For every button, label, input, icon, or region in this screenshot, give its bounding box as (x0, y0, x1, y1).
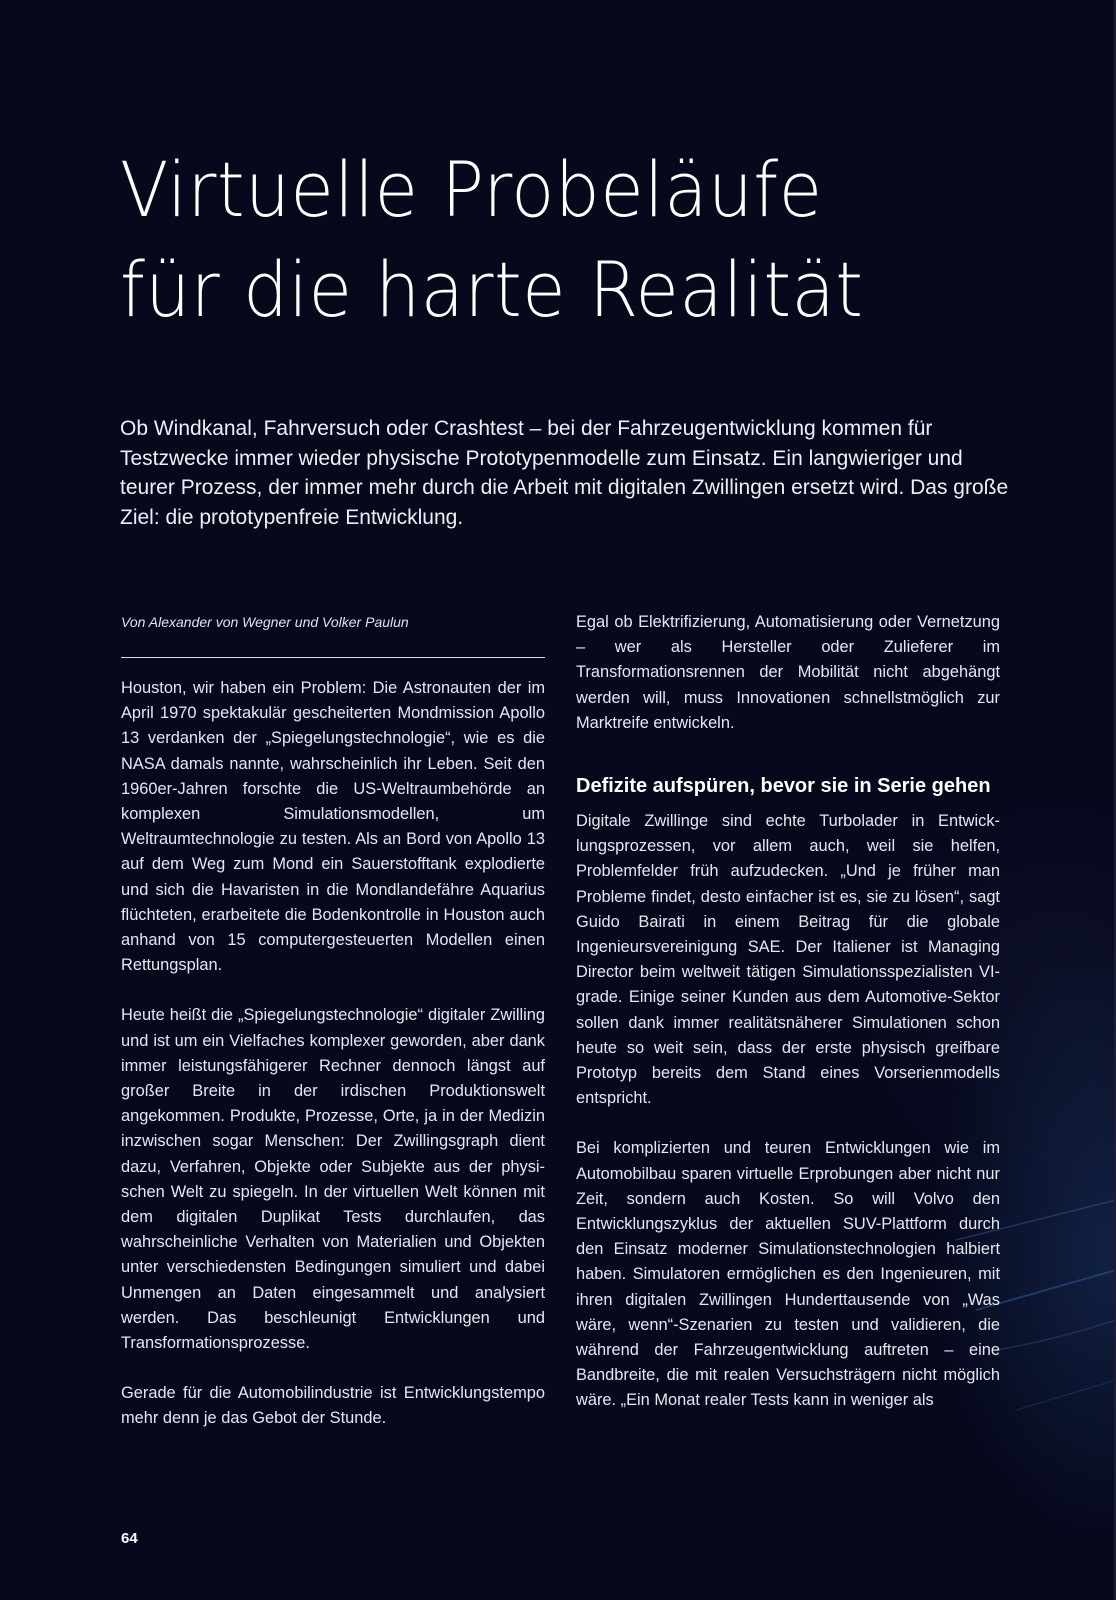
byline-divider (121, 657, 545, 658)
body-paragraph: Digitale Zwillinge sind echte Turbolader in Entwicklungsprozessen, vor allem auch, weil sie helfen, Problemfelder früh aufzudecken. „Und je früher man Probleme findet, desto einfacher ist es, sie zu lösen“, sagt Guido Bairati in einem Beitrag für die globale Ingenieursvereinigung SAE. Der Italiener ist Managing Director beim weltweit tätigen Simulationsspezialisten VI-grade. Einige seiner Kunden aus dem Automotive-Sektor sollen dank immer realitätsnäherer Simulationen schon heute so weit sein, dass der erste physisch greifbare Prototyp bereits dem Stand eines Vorserienmodells entspricht. (576, 812, 1000, 1108)
body-paragraph: Gerade für die Automobilindustrie ist Entwicklungstempo mehr denn je das Gebot der Stunde. (121, 1384, 545, 1428)
left-column (121, 612, 545, 1457)
right-column (576, 610, 1000, 1439)
title-line-2: für die harte Realität (120, 245, 864, 334)
article-lead: Ob Windkanal, Fahrversuch oder Crashtest – bei der Fahrzeugentwicklung kommen für Testzwecke immer wieder physische Prototypenmodelle zum Einsatz. Ein langwieriger und teurer Prozess, der immer mehr durch die Arbeit mit digitalen Zwillingen ersetzt wird. Das große Ziel: die prototypenfreie Entwicklung. (120, 417, 1009, 529)
title-line-1: Virtuelle Probeläufe (120, 145, 823, 234)
body-paragraph: Egal ob Elektrifizierung, Automatisierung oder Vernetzung – wer als Hersteller oder Zulieferer im Transformationsrennen der Mobilität nicht abgehängt werden will, muss Innovationen schnellstmöglich zur Marktreife entwickeln. (576, 613, 1000, 732)
section-subheading: Defizite aufspüren, bevor sie in Serie gehen (576, 775, 991, 798)
body-paragraph: Bei komplizierten und teuren Entwicklungen wie im Automobilbau sparen virtuelle Erprobungen aber nicht nur Zeit, sondern auch Kosten. So will Volvo den Entwicklungszyklus der aktuellen SUV-Plattform durch den Einsatz moderner Simulationstechnologien halbiert haben. Simulatoren ermöglichen es den Ingenieuren, mit ihren digitalen Zwillingen Hunderttausende von „Was wäre, wenn“-Szenarien zu testen und validieren, die während der Fahrzeugentwicklung auftreten – eine Bandbreite, die mit realen Versuchsträgern nicht möglich wäre. „Ein Monat realer Tests kann in weniger als (576, 1139, 1000, 1410)
byline: Von Alexander von Wegner und Volker Paulun (121, 614, 409, 630)
body-paragraph: Heute heißt die „Spiegelungstechnologie“ digitaler Zwilling und ist um ein Vielfaches komplexer geworden, aber dank immer leistungsfähigerer Rechner dennoch längst auf großer Breite in der irdischen Produktionswelt angekommen. Produkte, Prozesse, Orte, ja in der Medizin inzwischen sogar Menschen: Der Zwillingsgraph dient dazu, Verfahren, Objekte oder Subjekte aus der physischen Welt zu spiegeln. In der virtuellen Welt können mit dem digitalen Duplikat Tests durchlaufen, das wahrscheinliche Verhalten von Materialien und Objekten unter verschiedensten Bedingungen simuliert und dabei Unmengen an Daten eingesammelt und analysiert werden. Das beschleunigt Entwicklungen und Transformationsprozesse. (121, 1006, 545, 1353)
body-paragraph: Houston, wir haben ein Problem: Die Astronauten der im April 1970 spektakulär gescheiterten Mondmission Apollo 13 verdanken der „Spiegelungstechnologie“, wie es die NASA damals nannte, wahrscheinlich ihr Leben. Seit den 1960er-Jahren forschte die US-Weltraumbehörde an komplexen Simulationsmodellen, um Weltraumtechnologie zu testen. Als an Bord von Apollo 13 auf dem Weg zum Mond ein Sauerstofftank explodierte und sich die Havaristen in die Mondlandefähre Aquarius flüchteten, erarbeitete die Bodenkontrolle in Houston auch anhand von 15 computergesteuerten Modellen einen Rettungsplan. (121, 679, 545, 975)
article-title (120, 140, 863, 340)
page-number: 64 (121, 1530, 138, 1547)
